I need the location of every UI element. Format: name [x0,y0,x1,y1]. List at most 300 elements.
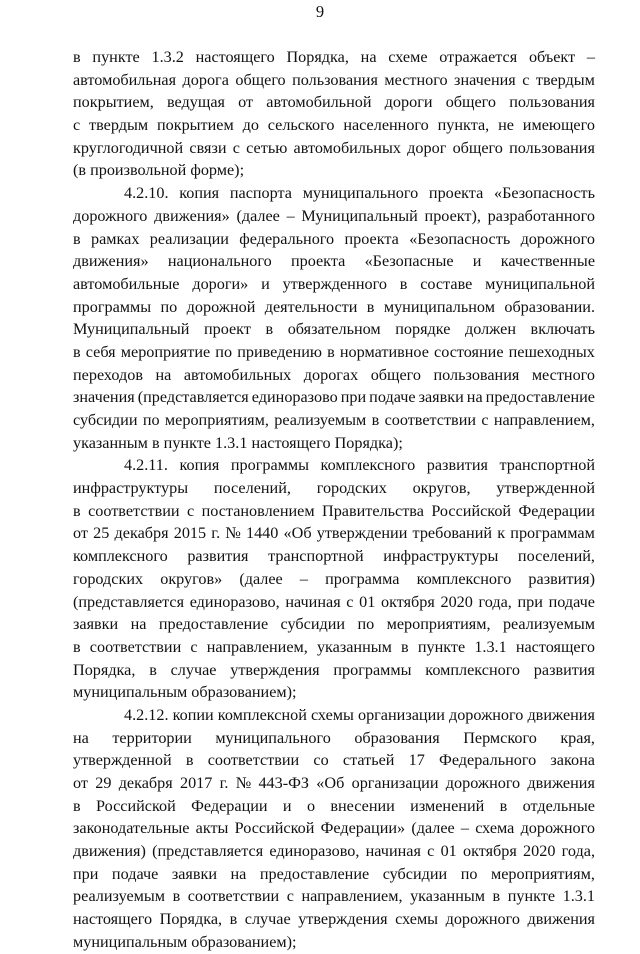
word: муниципальным образованием); [73,683,297,702]
word: реализуемым [502,615,595,634]
word: в [149,660,157,679]
word: Муниципальный [73,320,190,339]
word: значения [454,70,516,89]
word: с [186,501,195,520]
word: состояние [434,342,504,361]
word: «Об [283,524,312,543]
word: автомобильных [293,138,401,157]
text-line [73,409,595,432]
word: пункте [507,887,556,906]
text-line [73,636,595,659]
word: пользования [509,138,595,157]
word: в [73,796,81,815]
text-line [73,500,595,523]
word: статьей [342,751,395,770]
word: от [73,774,88,792]
text-line [73,386,595,409]
word: дорожного [520,819,595,838]
text-line [73,91,595,114]
word: указанным [410,887,486,906]
word: дороги [384,93,433,112]
word: заявки [73,615,119,634]
word: – [286,206,295,225]
word: в [492,887,501,906]
word: комплексной [217,705,307,724]
word: общего [452,138,503,157]
word: о [306,796,316,815]
word: Федерации» [320,819,406,838]
word: круглогодичной [73,138,184,157]
text-line [73,931,595,954]
word: приведению [237,342,322,361]
word: дороги» [192,274,249,293]
word: на [73,728,89,747]
word: округов» [160,569,223,588]
text-line [73,341,595,364]
word: 2015 [173,524,207,543]
word: Федерального [439,751,537,770]
word: муниципальным образованием); [73,932,297,951]
word: местного [384,70,448,89]
word: пункте [417,637,466,656]
text-line [73,454,595,477]
text-line [73,159,595,182]
word: развития [426,456,488,475]
word: указанным в пункте 1.3.1 настоящего Порядка); [73,433,403,452]
word: при [340,388,367,407]
word: твердым [535,70,595,89]
word: от [238,93,254,112]
word: программы [333,660,412,679]
word: направлением, [206,637,308,656]
word: Федерации [191,796,268,815]
text-line [73,840,595,863]
word: 1440 [245,524,279,543]
word: имеющего [522,116,595,135]
word: схема [475,819,515,838]
word: единоразово, [269,842,360,861]
text-line [73,727,595,750]
word: настоящего [515,637,595,656]
word: по [460,864,478,883]
word: организации [357,705,445,724]
word: схемы [395,910,439,929]
word: разработанного [487,206,595,225]
word: пользования [509,93,595,112]
word: городских [316,479,387,498]
word: твердым [89,116,149,135]
word: населенного [343,116,429,135]
word: реализации [149,229,229,248]
word: 4.2.12. [124,705,169,724]
word: при [73,864,99,883]
word: паспорта [229,184,292,203]
word: Российской [96,796,176,815]
word: 1.3.1 [474,637,507,656]
word: с [522,70,530,89]
word: предоставление [158,615,269,634]
word: (далее [239,569,283,588]
text-line [73,522,595,545]
word: 1.3.1 [562,887,595,906]
page-number: 9 [315,2,325,21]
word: дорожного [448,705,524,724]
word: в [73,229,81,248]
word: порядке [395,320,451,339]
word: Федерации [518,501,595,520]
word: сельского [267,116,335,135]
text-line [73,659,595,682]
word: пункта, [437,116,490,135]
word: соответствии [207,751,300,770]
word: качественные [500,252,595,271]
word: муниципального [215,728,331,747]
word: и [472,252,482,271]
word: 443-ФЗ [258,774,310,792]
word: с [481,411,489,429]
word: дорожной [186,297,256,316]
word: 4.2.10. [124,184,169,203]
text-line [73,250,595,273]
word: «Об [316,774,345,792]
word: (далее [236,206,280,225]
word: пешеходных [508,342,595,361]
word: дорожного [445,910,520,929]
word: по [357,615,375,634]
word: автомобильная [73,70,177,89]
word: года, [561,842,595,861]
word: транспортной [499,456,595,475]
word: в [327,342,335,361]
word: № [235,774,252,792]
word: соответствии [89,637,182,656]
text-line [73,273,595,296]
word: поселений, [517,547,595,566]
word: проекта [428,184,484,203]
word: настоящего [73,910,153,929]
word: местного [531,365,595,384]
word: 29 [95,774,112,792]
word: случае [244,910,291,929]
word: мероприятиям, [164,411,269,429]
text-line [73,681,595,704]
word: подаче [548,592,595,611]
word: на [360,48,377,66]
word: пользования [433,365,520,384]
word: комплексного [416,569,512,588]
word: общего [445,93,496,112]
word: в [185,751,194,770]
text-line [73,432,595,455]
text-line [73,228,595,251]
word: с [190,637,198,656]
word: направлением, [301,887,403,906]
word: субсидии [280,615,346,634]
word: деятельности [264,297,358,316]
text-line [73,296,595,319]
word: муниципального [302,184,419,203]
word: «Безопасность [493,184,595,203]
word: движения [527,774,595,792]
word: утвержденной [73,751,172,770]
word: 01 [359,592,376,611]
word: федерального [239,229,335,248]
text-line [73,591,595,614]
word: схеме [388,48,428,66]
word: подаче [111,864,159,883]
text-line [73,46,595,69]
word: к [497,524,506,543]
word: № [225,524,241,543]
word: проекта [344,229,399,248]
word: в [73,501,81,520]
word: утвержденного [282,274,387,293]
word: соответствии [88,501,180,520]
text-line [73,772,595,795]
word: рамках [91,229,140,248]
word: на [466,388,483,407]
word: октября [462,842,517,861]
word: с [232,138,240,157]
word: в [229,910,238,929]
word: 2020 [440,592,473,611]
word: реализуемым [274,411,367,429]
word: 2017 [179,774,213,792]
word: Порядка, [73,660,136,679]
word: Пермского [463,728,537,747]
word: подаче [369,388,416,407]
word: проект), [424,206,481,225]
word: 1.3.2 [151,48,184,66]
word: с [286,887,294,906]
word: программы [73,297,152,316]
text-line [73,749,595,772]
word: копии [172,705,214,724]
word: мероприятие [120,342,211,361]
word: декабря [118,774,173,792]
text-line [73,137,595,160]
word: дорожного [73,206,148,225]
word: соответствии [384,411,477,429]
word: образования [354,728,440,747]
word: Правительства [322,501,424,520]
word: Муниципальный [301,206,418,225]
word: утверждении [316,524,408,543]
word: внесении [330,796,395,815]
word: программы [230,456,310,475]
word: инфраструктуры [383,547,499,566]
word: покрытием, [73,93,154,112]
word: округов, [412,479,471,498]
word: схемы [310,705,354,724]
word: включать [530,320,595,339]
word: развития) [528,569,595,588]
word: по [160,297,178,316]
word: национального [167,252,272,271]
word: субсидии [73,411,138,429]
word: субсидии [382,864,448,883]
word: до [242,116,259,135]
word: 2020 [523,842,556,861]
word: 25 [93,524,110,543]
word: по [142,411,160,429]
word: в [499,796,508,815]
text-line [73,318,595,341]
word: пользования [292,70,378,89]
word: Порядка, [286,48,349,66]
word: дорожного [445,774,521,792]
word: обязательном [287,320,381,339]
word: – [299,569,308,588]
word: связи [189,138,227,157]
word: (далее [411,819,455,838]
word: на [230,864,247,883]
word: объект [528,48,576,66]
word: комплексного [320,456,416,475]
word: движения» [73,252,149,271]
text-line [73,908,595,931]
text-line [73,568,595,591]
word: акты [195,819,229,838]
text-line [73,545,595,568]
word: движения) [73,842,146,861]
word: начиная [365,842,421,861]
word: значения [73,388,135,407]
word: движения [527,705,595,724]
word: отражается [439,48,518,66]
word: на [130,615,147,634]
word: мероприятиям, [490,864,595,883]
word: программам [510,524,595,543]
word: ведущая [167,93,225,112]
word: покрытием [156,116,234,135]
word: утвержденной [496,479,595,498]
word: октября [380,592,435,611]
word: программа [325,569,400,588]
word: изменений [410,796,485,815]
word: утверждения [298,910,388,929]
word: территории [112,728,192,747]
word: соответствии [187,887,280,906]
word: мероприятиям, [386,615,491,634]
word: муниципальном [383,297,495,316]
word: края, [560,728,595,747]
word: заявки [171,864,218,883]
word: случае [170,660,217,679]
text-line [73,364,595,387]
word: отдельные [522,796,595,815]
word: в [73,637,81,656]
word: в [172,887,181,906]
text-line [73,477,595,500]
text-line [73,613,595,636]
word: Порядка, [159,910,223,929]
word: (представляется [73,592,185,611]
word: дорожного [520,229,595,248]
word: в [366,297,375,316]
word: утверждения [230,660,320,679]
text-line [73,704,595,727]
word: Российской [431,501,512,520]
word: не [498,116,514,135]
word: от [73,524,88,543]
word: движения» [154,206,230,225]
word: копия [179,184,220,203]
word: дорогах [303,365,359,384]
word: реализуемым [73,887,166,906]
word: автомобильные [73,274,180,293]
word: развития [187,547,249,566]
word: общего [370,365,422,384]
word: комплексного [73,547,168,566]
text-line [73,69,595,92]
word: года, [478,592,512,611]
word: с [427,842,435,861]
word: указанным [316,637,392,656]
word: и [282,796,292,815]
word: по [215,342,233,361]
word: начиная [285,592,341,611]
word: 01 [440,842,457,861]
word: организации [351,774,439,792]
word: проекта [290,252,346,271]
word: проект [203,320,251,339]
word: транспортной [268,547,364,566]
word: – [460,819,470,838]
word: единоразово, [189,592,280,611]
word: инфраструктуры [73,479,189,498]
word: в [399,274,408,293]
text-line [73,863,595,886]
word: постановлением [201,501,315,520]
word: составе [420,274,473,293]
word: пункте [92,48,140,66]
word: образовании. [504,297,595,316]
word: на [155,365,172,384]
word: общего [235,70,286,89]
word: и [261,274,270,293]
word: единоразово [251,388,338,407]
word: (представляется [137,388,249,407]
word: «Безопасность [409,229,511,248]
word: в [401,637,409,656]
word: г. [211,524,221,543]
word: нормативное [339,342,429,361]
word: развития [533,660,595,679]
word: декабря [114,524,169,543]
text-line [73,114,595,137]
word: с [346,592,354,611]
word: поселений, [213,479,291,498]
word: 4.2.11. [124,456,168,475]
word: должен [464,320,516,339]
text-line [73,205,595,228]
word: автомобильной [266,93,372,112]
word: (в произвольной форме); [73,161,245,180]
word: дорога [182,70,229,89]
word: направлением, [493,411,595,429]
word: в [265,320,274,339]
word: переходов [73,365,143,384]
word: (представляется [152,842,264,861]
word: в [73,48,81,66]
word: копия [179,456,220,475]
word: с [73,116,81,135]
word: «Безопасные [364,252,454,271]
word: законодательные [73,819,190,838]
document-body [73,46,595,954]
text-line [73,817,595,840]
